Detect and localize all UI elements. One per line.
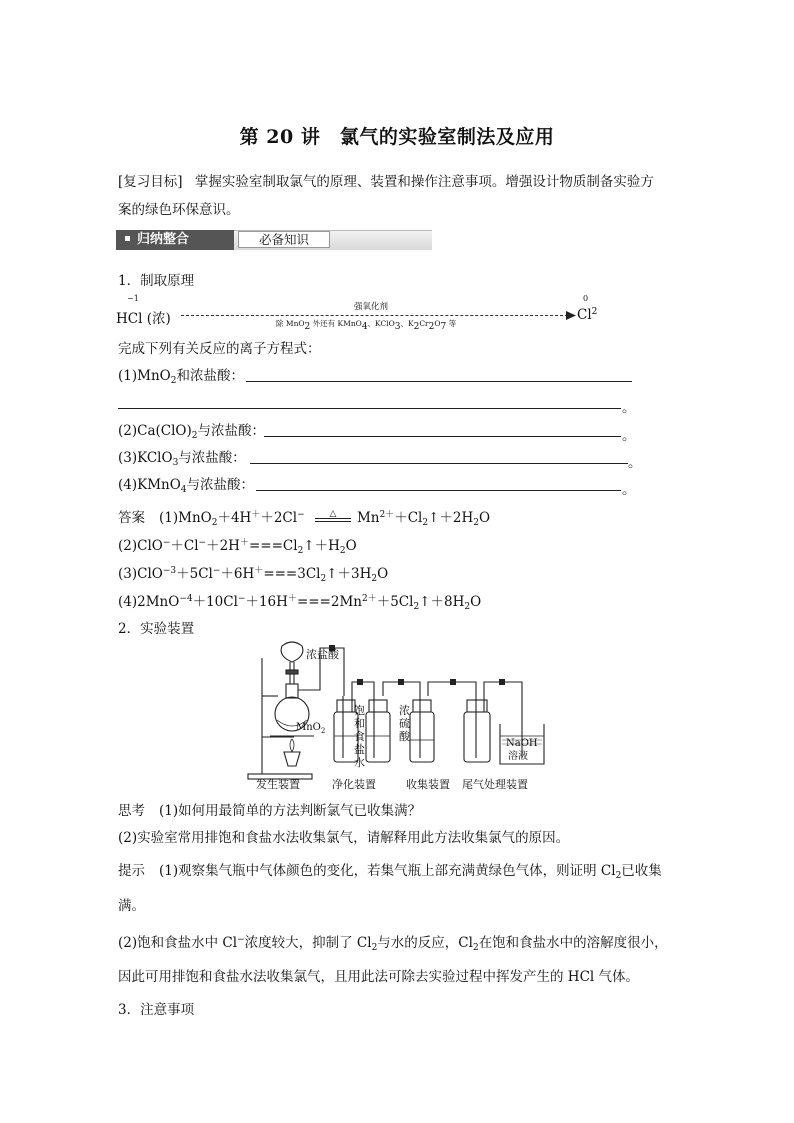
cl2-oxidation-state: 0	[583, 294, 589, 303]
section2-heading: 2．实验装置	[118, 621, 195, 637]
label-h2so4-1: 浓	[399, 704, 410, 717]
alcohol-lamp	[284, 752, 300, 766]
question-4: (4)KMnO$_4$与浓盐酸：	[118, 477, 255, 495]
think-q1: 思考 (1)如何用最简单的方法判断氯气已收集满？	[118, 803, 422, 819]
answer-1: 答案 (1)MnO$_2$＋4H＋＋2Cl− △ $Mn^{2+}+Cl_2↑+2H_2O$	[118, 509, 491, 528]
period-3: 。	[628, 455, 642, 471]
banner-right-label: 必备知识	[238, 231, 330, 248]
review-goal-label: [复习目标]	[118, 174, 183, 190]
label-brine-3: 食	[354, 730, 365, 743]
cl2-formula: Cl$^2$	[577, 307, 598, 323]
arrow-top-label: 强氧化剂	[354, 302, 389, 312]
caption-purification: 净化装置	[332, 778, 376, 791]
reaction-arrow-line	[181, 315, 573, 316]
hint-1: 提示 (1)观察集气瓶中气体颜色的变化，若集气瓶上部充满黄绿色气体，则证明 $Cl_2$已收集	[118, 863, 662, 881]
hint-2-cont: 因此可用排饱和食盐水法收集氯气，且用此法可除去实验过程中挥发产生的 HCl 气体。	[118, 969, 640, 985]
answer-blank-2[interactable]	[264, 436, 621, 437]
heat-condition: △	[315, 516, 351, 522]
answer-label: 答案	[118, 510, 145, 526]
hint-label: 提示	[118, 863, 145, 879]
label-naoh-1: NaOH	[506, 738, 538, 749]
label-brine-4: 盐	[354, 743, 365, 756]
section1-heading: 1．制取原理	[118, 273, 195, 289]
hint-2: (2)饱和食盐水中 Cl−浓度较大，抑制了 $Cl_2$与水的反应，$Cl_2$在饱和食盐水中的溶解度很小，	[118, 935, 668, 953]
label-mno2: MnO$_2$	[296, 722, 326, 735]
question-2: $(2)Ca(ClO)_2$与浓盐酸：	[118, 423, 265, 441]
arrow-bottom-label: 除 MnO$_2$ 外还有 KMnO$_4$、KClO$_3$、$K_2Cr_2O_7$ 等	[276, 319, 457, 332]
think-q2: (2)实验室常用排饱和食盐水法收集氯气，请解释用此方法收集氯气的原因。	[118, 830, 570, 846]
section3-heading: 3．注意事项	[118, 1002, 195, 1018]
question-1: (1)MnO$_2$和浓盐酸：	[118, 368, 244, 386]
caption-generation: 发生装置	[256, 778, 300, 791]
label-acid: 浓盐酸	[306, 648, 339, 661]
period-1: 。	[622, 400, 636, 416]
page-title: 第 20 讲 氯气的实验室制法及应用	[239, 126, 555, 148]
think-label: 思考	[118, 803, 145, 819]
answer-blank-4[interactable]	[256, 490, 621, 491]
arrow-head-icon	[566, 311, 576, 320]
caption-collection: 收集装置	[406, 778, 450, 791]
label-brine-5: 水	[354, 756, 365, 769]
answer-blank-3[interactable]	[250, 463, 628, 464]
square-icon	[125, 236, 130, 241]
equation-prompt: 完成下列有关反应的离子方程式：	[118, 341, 321, 357]
answer-4: $(4)2MnO^{-4}+10Cl^-+16H^+===2Mn^{2+}+5Cl_2↑+8H_2O$	[118, 594, 482, 612]
hcl-formula: HCl (浓)	[116, 311, 171, 327]
hint-1-cont: 满。	[118, 898, 145, 914]
label-h2so4-3: 酸	[399, 730, 410, 743]
answer-2: $(2)ClO^-+Cl^-+2H^+===Cl_2↑+H_2O$	[118, 538, 357, 556]
question-3: (3)KClO$_3$与浓盐酸：	[118, 450, 246, 468]
label-naoh-2: 溶液	[508, 751, 528, 762]
review-goal-text: 掌握实验室制取氯气的原理、装置和操作注意事项。增强设计物质制备实验方	[194, 174, 654, 190]
review-goal-line2: 案的绿色环保意识。	[118, 202, 240, 218]
label-brine-1: 饱	[354, 704, 365, 717]
banner-dark	[116, 230, 234, 250]
funnel-bulb	[281, 642, 303, 662]
review-goal-line1	[118, 172, 654, 192]
caption-tail-gas: 尾气处理装置	[462, 778, 528, 791]
answer-blank-1a[interactable]	[246, 381, 632, 382]
hcl-oxidation-state: −1	[127, 294, 139, 303]
apparatus-diagram	[240, 640, 560, 798]
banner-left-label: 归纳整合	[137, 232, 190, 247]
section-banner	[116, 230, 432, 250]
label-brine-2: 和	[354, 717, 365, 730]
period-2: 。	[622, 428, 636, 444]
period-4: 。	[622, 482, 636, 498]
answer-blank-1b[interactable]	[118, 408, 621, 409]
answer-3: $(3)ClO^{-3}+5Cl^-+6H^+===3Cl_2↑+3H_2O$	[118, 566, 389, 584]
label-h2so4-2: 硫	[399, 717, 410, 730]
